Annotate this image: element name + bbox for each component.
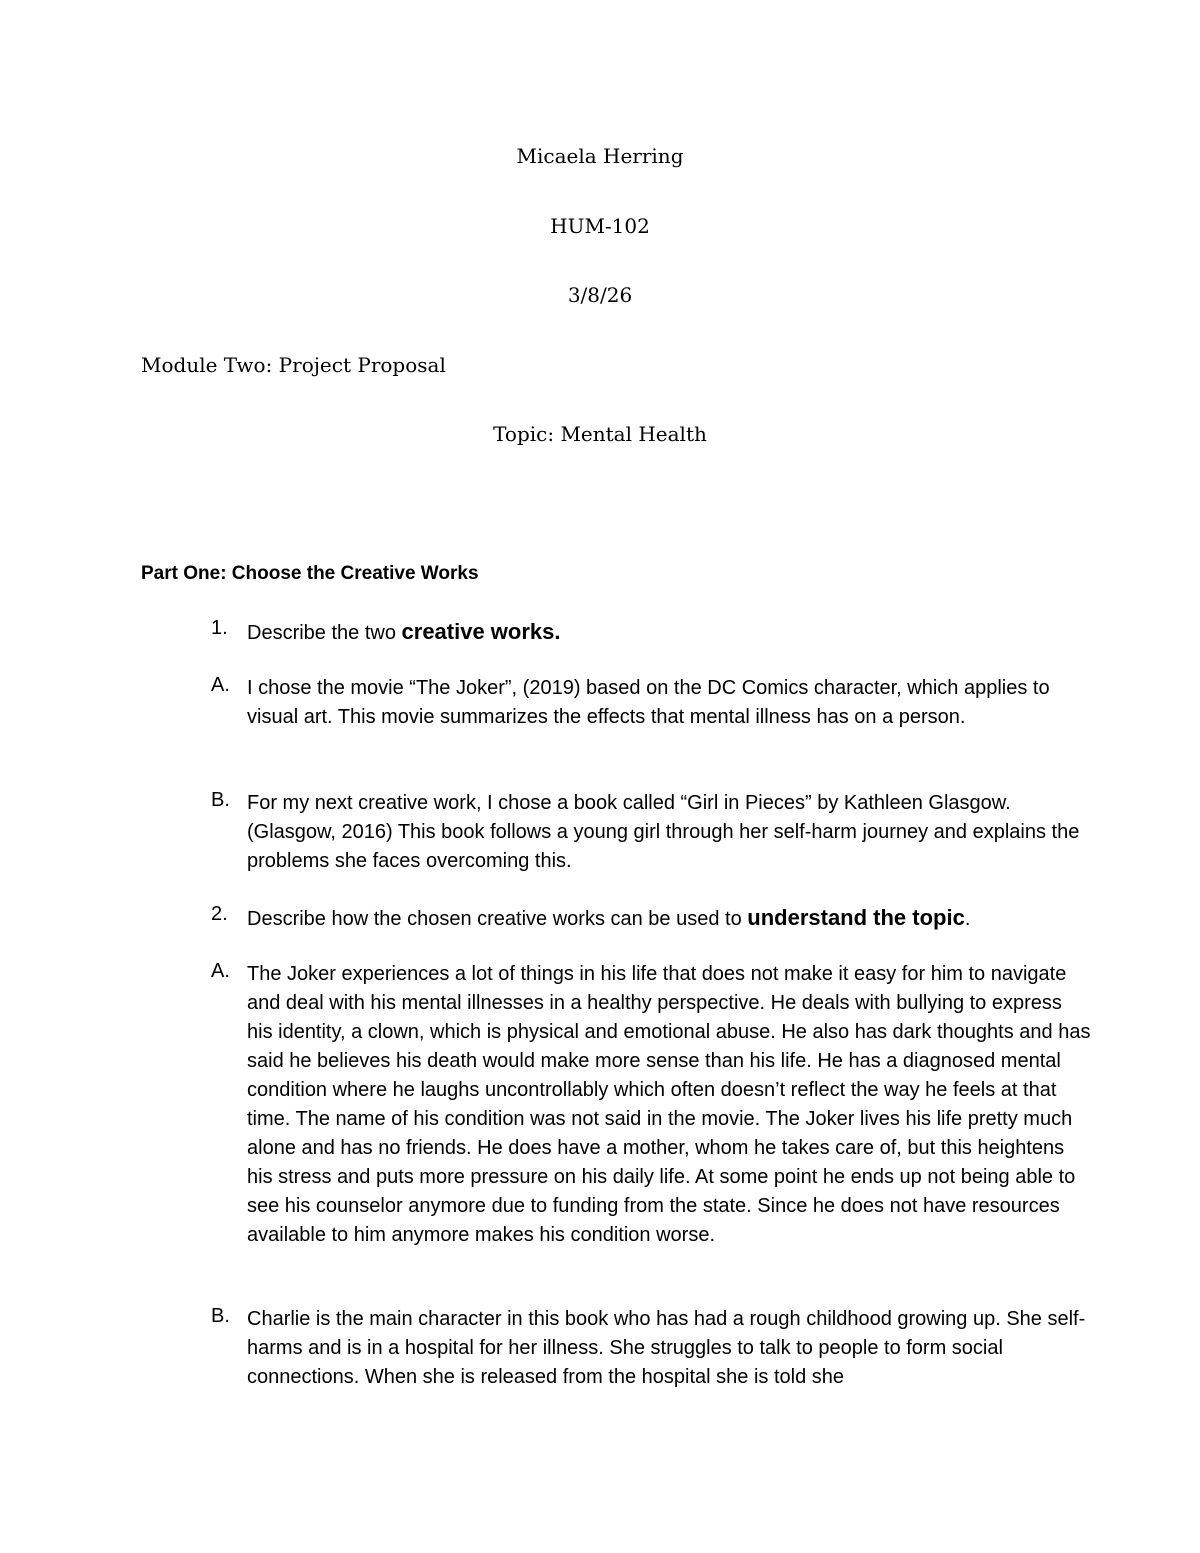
answer-1b-text: For my next creative work, I chose a book called “Girl in Pieces” by Kathleen Glasgow. (Glasgow, 2016) This book follows a young girl through her self-harm journey and explains the problems she faces overcoming this. [247,792,1080,872]
question-2-emphasis: understand the topic [747,905,965,930]
answer-1a [211,674,1091,732]
answer-1a-marker: A. [211,674,230,696]
answer-1a-text: I chose the movie “The Joker”, (2019) based on the DC Comics character, which applies to visual art. This movie summarizes the effects that mental illness has on a person. [247,677,1050,728]
answer-1b [211,789,1091,876]
answer-2b-text: Charlie is the main character in this book who has had a rough childhood growing up. She self-harms and is in a hospital for her illness. She struggles to talk to people to form social connections. When she is released from the hospital she is told she [247,1308,1086,1388]
question-2-marker: 2. [211,903,228,925]
question-1-emphasis: creative works. [401,619,561,644]
question-2-suffix: . [964,908,971,930]
submission-date: 3/8/26 [567,283,633,307]
module-title: Module Two: Project Proposal [141,353,446,377]
answer-2a-text: The Joker experiences a lot of things in his life that does not make it easy for him to navigate and deal with his mental illnesses in a healthy perspective. He deals with bullying to express his identity, a clown, which is physical and emotional abuse. He also has dark thoughts and has said he believes his death would make more sense than his life. He has a diagnosed mental condition where he laughs uncontrollably which often doesn’t reflect the way he feels at that time. The name of his condition was not said in the movie. The Joker lives his life pretty much alone and has no friends. He does have a mother, whom he takes care of, but this heightens his stress and puts more pressure on his daily life. At some point he ends up not being able to see his counselor anymore due to funding from the state. Since he does not have resources available to him anymore makes his condition worse. [247,963,1091,1246]
topic-line: Topic: Mental Health [493,422,707,446]
question-2 [211,903,1091,934]
question-1-marker: 1. [211,617,228,639]
course-code: HUM-102 [550,214,650,238]
answer-1b-marker: B. [211,789,230,811]
answer-2b-marker: B. [211,1305,230,1327]
author-name: Micaela Herring [516,144,684,168]
question-1-text: Describe the two [247,622,402,644]
answer-2b [211,1305,1091,1392]
part-one-heading: Part One: Choose the Creative Works [141,563,479,584]
question-2-text: Describe how the chosen creative works can be used to [247,908,748,930]
answer-2a [211,960,1091,1250]
question-1 [211,617,1091,648]
answer-2a-marker: A. [211,960,230,982]
